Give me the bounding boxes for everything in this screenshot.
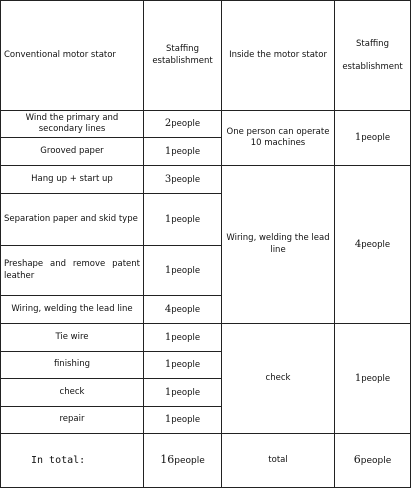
staff-count-cell	[144, 352, 222, 379]
staff-count-cell	[144, 111, 222, 138]
staff-unit: people	[171, 387, 201, 398]
process-cell: Separation paper and skid type	[1, 194, 144, 246]
total-count-cell	[144, 434, 222, 488]
staff-count-cell	[144, 246, 222, 296]
staff-unit: people	[361, 133, 391, 144]
total-number: 6	[353, 453, 361, 467]
header-inside: Inside the motor stator	[222, 1, 335, 111]
staff-unit: people	[361, 373, 391, 384]
staff-number: 1	[164, 359, 172, 371]
inside-staff-count-cell	[335, 324, 411, 434]
staff-count-cell	[144, 166, 222, 194]
inside-process-cell: Wiring, welding the lead line	[222, 166, 335, 324]
inside-process-cell: One person can operate 10 machines	[222, 111, 335, 166]
total-label	[1, 434, 144, 488]
staff-unit: people	[171, 214, 201, 225]
staff-number: 1	[164, 414, 172, 426]
staff-number: 1	[164, 264, 172, 276]
process-cell: Tie wire	[1, 324, 144, 352]
inside-staff-count-cell	[335, 111, 411, 166]
staff-count-cell	[144, 138, 222, 166]
staff-count-cell	[144, 296, 222, 324]
staff-unit: people	[171, 119, 201, 130]
process-cell: Preshape and remove patent leather	[1, 246, 144, 296]
total-unit: people	[174, 456, 205, 467]
staff-count-cell	[144, 194, 222, 246]
staff-unit: people	[171, 265, 201, 276]
staff-count-cell	[144, 407, 222, 434]
inside-process-cell: check	[222, 324, 335, 434]
staff-number: 1	[354, 372, 362, 384]
staff-number: 1	[164, 213, 172, 225]
staff-number: 3	[164, 173, 172, 185]
staff-unit: people	[171, 304, 201, 315]
total-unit: people	[360, 456, 392, 467]
process-cell: Grooved paper	[1, 138, 144, 166]
staff-unit: people	[171, 174, 201, 185]
staff-count-cell	[144, 379, 222, 407]
staff-unit: people	[171, 415, 201, 426]
inside-staff-count-cell	[335, 166, 411, 324]
staff-number: 1	[354, 132, 362, 144]
table-row	[1, 166, 411, 194]
staff-unit: people	[171, 332, 201, 343]
staff-count-cell	[144, 324, 222, 352]
staff-number: 2	[164, 118, 172, 130]
process-cell: Wind the primary and secondary lines	[1, 111, 144, 138]
staff-number: 1	[164, 331, 172, 343]
header-row	[1, 1, 411, 111]
table-row	[1, 111, 411, 138]
total-number: 16	[160, 453, 175, 467]
process-cell: Wiring, welding the lead line	[1, 296, 144, 324]
staff-number: 4	[354, 238, 362, 250]
total-label-text: In total:	[31, 454, 86, 466]
process-cell: check	[1, 379, 144, 407]
table-row	[1, 324, 411, 352]
process-cell: Hang up + start up	[1, 166, 144, 194]
staff-number: 4	[164, 303, 172, 315]
staff-number: 1	[164, 386, 172, 398]
staff-unit: people	[171, 360, 201, 371]
inside-total-count-cell	[335, 434, 411, 488]
staff-number: 1	[164, 145, 172, 157]
process-cell: repair	[1, 407, 144, 434]
header-staffing-conventional: Staffing establishment	[144, 1, 222, 111]
inside-total-label: total	[222, 434, 335, 488]
staff-unit: people	[171, 146, 201, 157]
staff-unit: people	[361, 239, 391, 250]
totals-row	[1, 434, 411, 488]
header-conventional: Conventional motor stator	[1, 1, 144, 111]
header-staffing-inside: Staffing establishment	[335, 1, 411, 111]
process-cell: finishing	[1, 352, 144, 379]
